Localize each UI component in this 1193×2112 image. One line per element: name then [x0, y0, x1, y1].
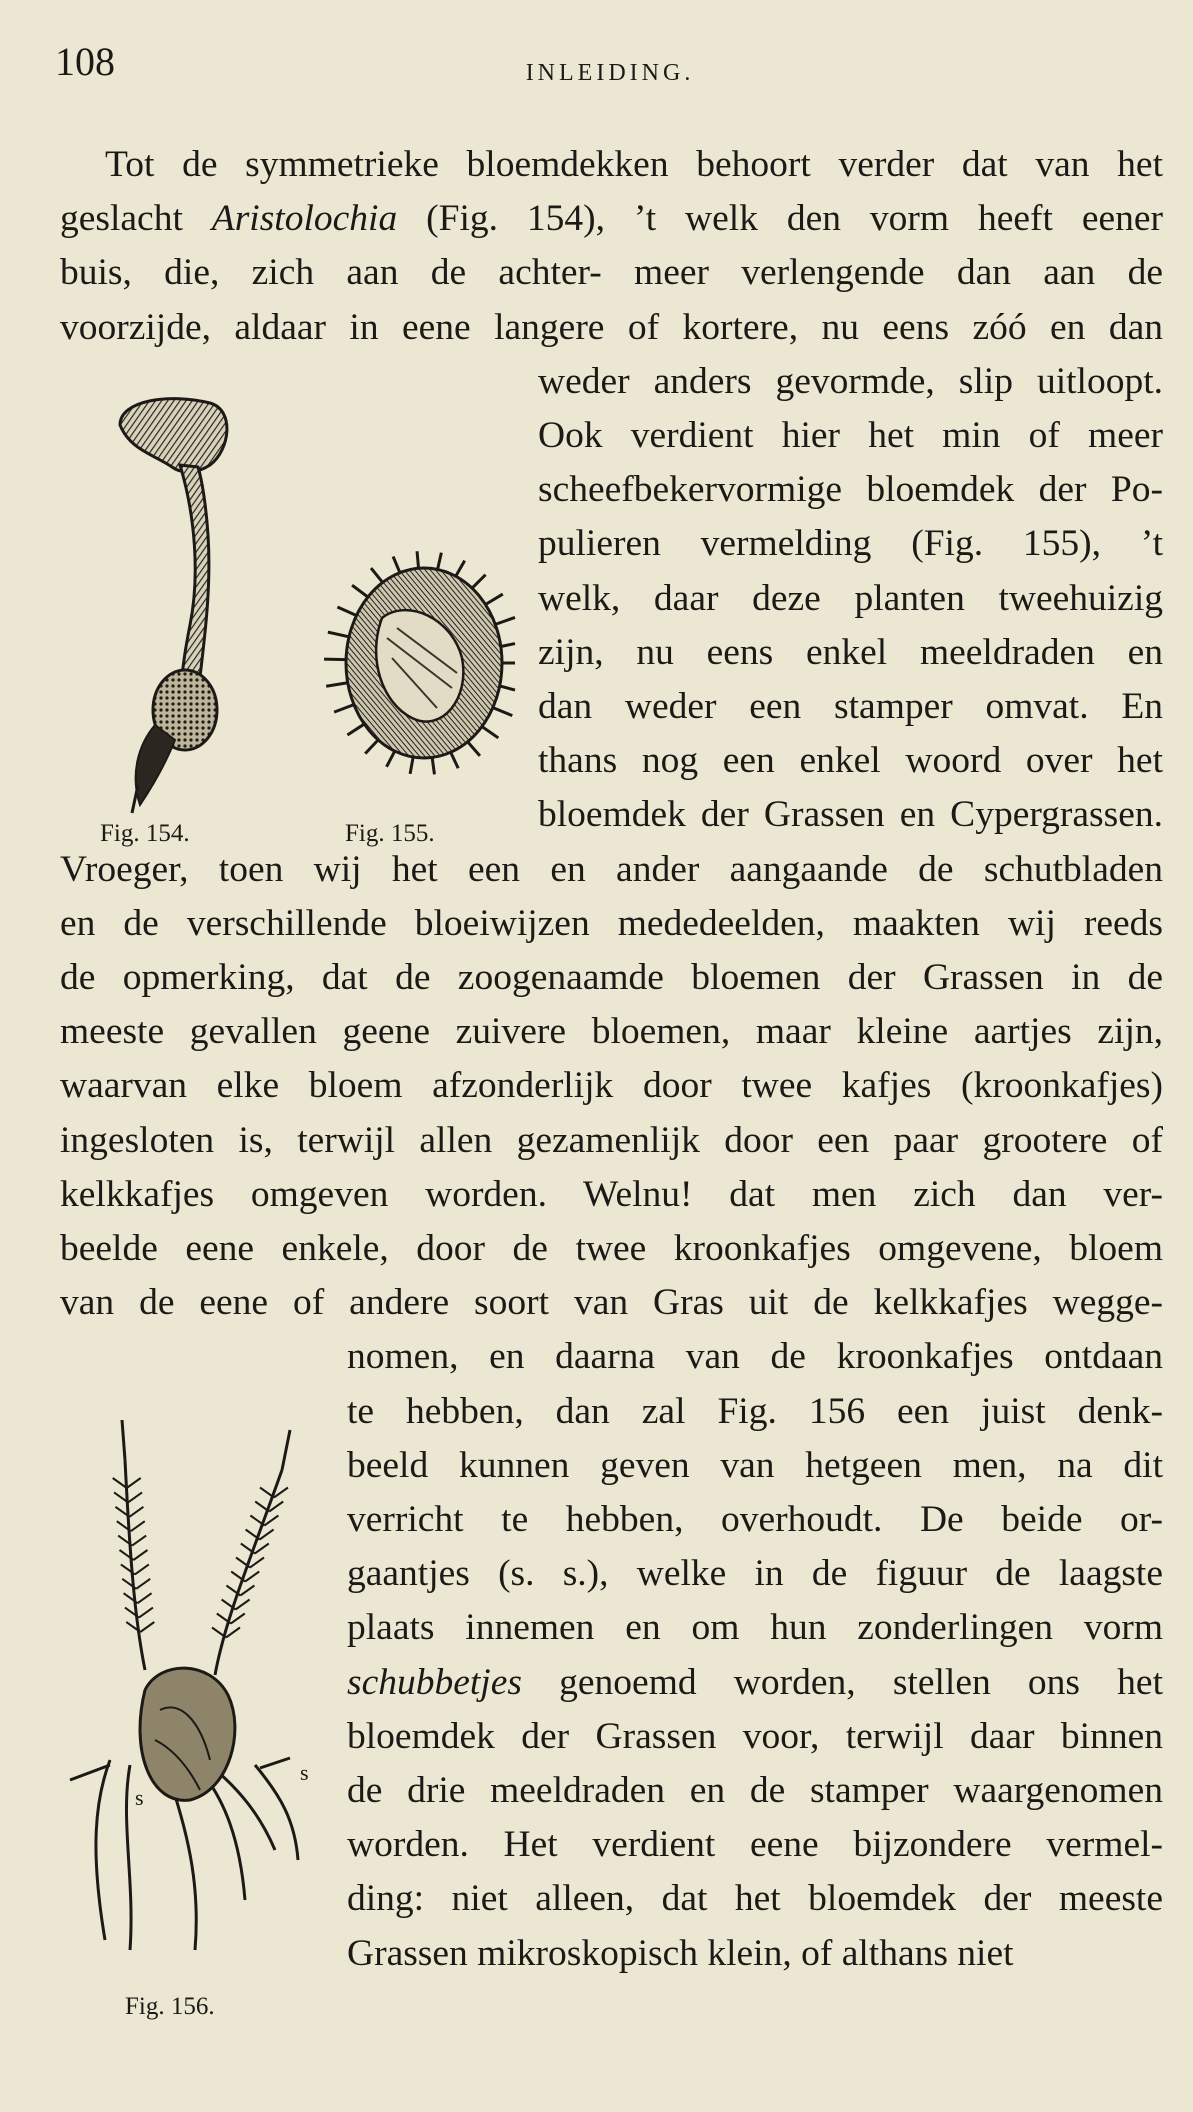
- text-line: meeste gevallen geene zuivere bloemen, maar kleine aartjes zijn,: [60, 1011, 1163, 1053]
- text-line: te hebben, dan zal Fig. 156 een juist denk-: [347, 1390, 1163, 1432]
- text-line: pulieren vermelding (Fig. 155), ’t: [538, 523, 1163, 565]
- text-line: ding: niet alleen, dat het bloemdek der meeste: [347, 1878, 1163, 1920]
- text-line: beelde eene enkele, door de twee kroonkafjes omgevene, bloem: [60, 1228, 1163, 1269]
- scale-label-right: s: [300, 1760, 309, 1785]
- text-line: Ook verdient hier het min of meer: [538, 415, 1163, 456]
- text-line: bloemdek der Grassen voor, terwijl daar binnen: [347, 1715, 1163, 1757]
- text-line: buis, die, zich aan de achter- meer verlengende dan aan de: [60, 252, 1163, 294]
- text-line: de drie meeldraden en de stamper waargenomen: [347, 1770, 1163, 1811]
- text-line: gaantjes (s. s.), welke in de figuur de laagste: [347, 1553, 1163, 1595]
- text-line: zijn, nu eens enkel meeldraden en: [538, 631, 1163, 673]
- fig-156-caption: Fig. 156.: [125, 1993, 215, 2020]
- text-line: Grassen mikroskopisch klein, of althans niet: [347, 1932, 1014, 1974]
- running-title: INLEIDING.: [525, 60, 695, 86]
- text-line: welk, daar deze planten tweehuizig: [538, 577, 1163, 619]
- text-line: Vroeger, toen wij het een en ander aangaande de schutbladen: [60, 848, 1163, 890]
- page-number: 108: [55, 39, 115, 84]
- italic-term: Aristolochia: [211, 198, 398, 240]
- text-line: dan weder een stamper omvat. En: [538, 686, 1163, 727]
- text-line: en de verschillende bloeiwijzen mededeelden, maakten wij reeds: [60, 902, 1163, 944]
- text-line: scheefbekervormige bloemdek der Po-: [538, 469, 1163, 511]
- scale-label-left: s: [135, 1785, 144, 1810]
- text-segment: genoemd worden, stellen ons het: [521, 1661, 1163, 1703]
- fig-154-caption: Fig. 154.: [100, 820, 190, 847]
- fig-154-aristolochia-illustration: [110, 395, 240, 815]
- text-line: weder anders gevormde, slip uitloopt.: [538, 360, 1163, 402]
- text-line: [347, 1656, 1163, 1710]
- text-line: plaats innemen en om hun zonderlingen vorm: [347, 1607, 1163, 1649]
- fig-155-caption: Fig. 155.: [345, 820, 435, 847]
- text-line: nomen, en daarna van de kroonkafjes ontdaan: [347, 1336, 1163, 1378]
- fig-155-poplar-flower-illustration: [312, 548, 517, 778]
- text-line: bloemdek der Grassen en Cypergrassen.: [538, 794, 1163, 836]
- text-segment: (Fig. 154), ’t welk den vorm heeft eener: [397, 198, 1163, 240]
- italic-term: schubbetjes: [347, 1661, 522, 1703]
- text-line: ingesloten is, terwijl allen gezamenlijk door een paar grootere of: [60, 1119, 1163, 1161]
- text-line: voorzijde, aldaar in eene langere of kortere, nu eens zóó en dan: [60, 306, 1163, 348]
- text-line: van de eene of andere soort van Gras uit de kelkkafjes wegge-: [60, 1282, 1163, 1324]
- text-line: verricht te hebben, overhoudt. De beide or-: [347, 1499, 1163, 1540]
- text-line: [60, 192, 1163, 246]
- text-line: kelkkafjes omgeven worden. Welnu! dat men zich dan ver-: [60, 1173, 1163, 1215]
- text-line: worden. Het verdient eene bijzondere vermel-: [347, 1824, 1163, 1866]
- text-segment: geslacht: [60, 198, 212, 240]
- text-line: Tot de symmetrieke bloemdekken behoort verder dat van het: [105, 144, 1163, 185]
- fig-156-grass-flower-illustration: [50, 1420, 315, 1960]
- text-line: waarvan elke bloem afzonderlijk door twee kafjes (kroonkafjes): [60, 1065, 1163, 1107]
- page-header: [55, 38, 1165, 98]
- text-line: beeld kunnen geven van hetgeen men, na dit: [347, 1444, 1163, 1486]
- text-line: de opmerking, dat de zoogenaamde bloemen der Grassen in de: [60, 957, 1163, 998]
- text-line: thans nog een enkel woord over het: [538, 740, 1163, 782]
